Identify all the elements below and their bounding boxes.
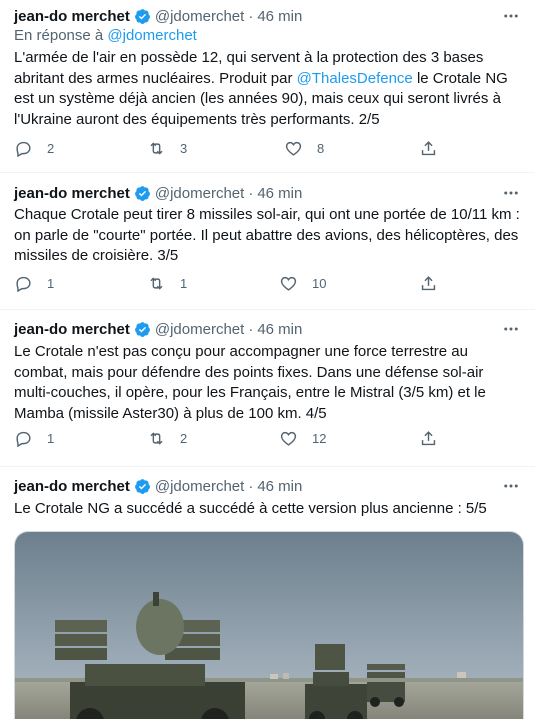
like-count: 8 [317,141,325,156]
reply-handle-link[interactable]: @jdomerchet [107,27,197,44]
reply-button[interactable] [14,139,54,158]
reply-bubble-icon [14,139,33,158]
reply-bubble-icon [14,274,33,293]
like-button[interactable] [279,274,326,293]
author-handle[interactable]: @jdomerchet [154,7,245,25]
author-handle[interactable]: @jdomerchet [154,320,245,338]
reply-context [14,27,197,44]
reply-count: 1 [47,431,55,446]
retweet-button[interactable] [147,274,187,293]
tweet-text: Le Crotale NG a succédé a succédé à cette version plus ancienne : 5/5 [14,500,487,517]
tweet-2-of-5[interactable] [0,0,535,173]
like-button[interactable] [279,429,326,448]
separator-dot: · [248,184,254,202]
retweet-icon [147,274,166,293]
separator-dot: · [248,7,254,25]
like-count: 10 [312,276,327,291]
author-name[interactable]: jean-do merchet [14,7,130,25]
reply-button[interactable] [14,429,54,448]
author-name[interactable]: jean-do merchet [14,184,130,202]
tweet-header [14,183,495,203]
tweet-4-of-5[interactable] [0,310,535,467]
mention-link[interactable]: @ThalesDefence [296,69,413,87]
like-count: 12 [312,431,327,446]
more-dots-icon[interactable] [499,319,523,339]
verified-badge-icon [134,8,151,25]
reply-bubble-icon [14,429,33,448]
reply-count: 1 [47,276,55,291]
timestamp[interactable]: 46 min [257,184,303,202]
tweet-actions [14,429,521,453]
author-name[interactable]: jean-do merchet [14,477,130,495]
tweet-text-part-2: le Crotale NG est un système déjà ancien (les années 90), mais ceux qui seront livrés à l'Ukraine auront des équipements très performants. 2/5 [14,69,508,128]
share-icon [419,429,438,448]
share-icon [419,139,438,158]
heart-icon [279,274,298,293]
more-dots-icon[interactable] [499,476,523,496]
tweet-3-of-5[interactable] [0,173,535,310]
share-button[interactable] [419,429,438,448]
heart-icon [279,429,298,448]
more-dots-icon[interactable] [499,6,523,26]
military-vehicles-photo [15,532,523,719]
tweet-photo[interactable] [14,531,524,719]
timestamp[interactable]: 46 min [257,7,303,25]
reply-button[interactable] [14,274,54,293]
verified-badge-icon [134,321,151,338]
author-handle[interactable]: @jdomerchet [154,184,245,202]
verified-badge-icon [134,478,151,495]
tweet-header [14,476,495,496]
reply-prefix: En réponse à [14,27,104,44]
retweet-button[interactable] [147,429,187,448]
share-button[interactable] [419,139,438,158]
reply-count: 2 [47,141,55,156]
more-dots-icon[interactable] [499,183,523,203]
retweet-icon [147,429,166,448]
separator-dot: · [248,320,254,338]
retweet-count: 1 [180,276,188,291]
share-button[interactable] [419,274,438,293]
tweet-actions [14,274,521,298]
heart-icon [284,139,303,158]
retweet-button[interactable] [147,139,187,158]
retweet-count: 2 [180,431,188,446]
retweet-count: 3 [180,141,188,156]
like-button[interactable] [284,139,324,158]
share-icon [419,274,438,293]
retweet-icon [147,139,166,158]
timestamp[interactable]: 46 min [257,477,303,495]
tweet-text [14,48,521,130]
timestamp[interactable]: 46 min [257,320,303,338]
author-handle[interactable]: @jdomerchet [154,477,245,495]
tweet-header [14,6,495,26]
tweet-actions [14,139,521,163]
tweet-text-part-1: L'armée de l'air en possède 12, qui servent à la protection des 3 bases abritant des armes nucléaires. Produit par [14,49,484,87]
separator-dot: · [248,477,254,495]
verified-badge-icon [134,185,151,202]
author-name[interactable]: jean-do merchet [14,320,130,338]
tweet-text: Le Crotale n'est pas conçu pour accompagner une force terrestre au combat, mais pour défendre des points fixes. Dans une défense sol-air multi-couches, il opère, pour les Français, entre le Mistral (3/5 km) et le Mamba (missile Aster30) à plus de 100 km. 4/5 [14,343,486,422]
tweet-header [14,319,495,339]
tweet-text: Chaque Crotale peut tirer 8 missiles sol-air, qui ont une portée de 10/11 km : on parle de "courte" portée. Il peut abattre des avions, des hélicoptères, des missiles de croisière. 3/5 [14,206,520,264]
